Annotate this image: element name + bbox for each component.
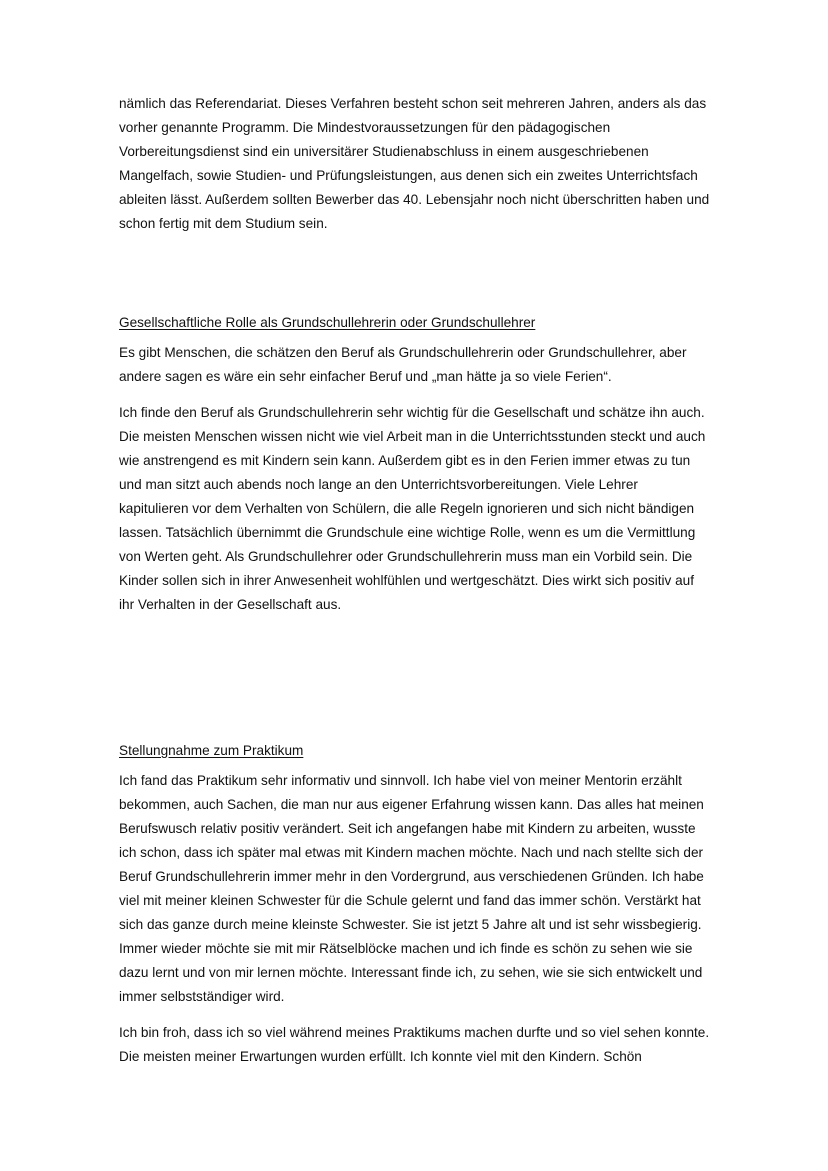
paragraph-spacer — [119, 389, 711, 401]
section-spacer — [119, 617, 711, 739]
section-spacer — [119, 236, 711, 311]
intro-paragraph: nämlich das Referendariat. Dieses Verfahren besteht schon seit mehreren Jahren, anders als das vorher genannte Programm. Die Mindestvoraussetzungen für den pädagogischen Vorbereitungsdienst sind ein universitärer Studienabschluss in einem ausgeschriebenen Mangelfach, sowie Studien- und Prüfungsleistungen, aus denen sich ein zweites Unterrichtsfach ableiten lässt. Außerdem sollten Bewerber das 40. Lebensjahr noch nicht überschritten haben und schon fertig mit dem Studium sein. — [119, 96, 710, 231]
internship-paragraph: Ich fand das Praktikum sehr informativ und sinnvoll. Ich habe viel von meiner Mentorin erzählt bekommen, auch Sachen, die man nur aus eigener Erfahrung wissen kann. Das alles hat meinen Berufswusch relativ positiv verändert. Seit ich angefangen habe mit Kindern zu arbeiten, wusste ich schon, dass ich später mal etwas mit Kindern machen möchte. Nach und nach stellte sich der Beruf Grundschullehrerin immer mehr in den Vordergrund, aus verschiedenen Gründen. Ich habe viel mit meiner kleinen Schwester für die Schule gelernt und fand das immer schön. Verstärkt hat sich das ganze durch meine kleinste Schwester. Sie ist jetzt 5 Jahre alt und ist sehr wissbegierig. Immer wieder möchte sie mit mir Rätselblöcke machen und ich finde es schön zu sehen wie sie dazu lernt und von mir lernen möchte. Interessant finde ich, zu sehen, wie sie sich entwickelt und immer selbstständiger wird. — [119, 773, 704, 1004]
paragraph-spacer — [119, 1009, 711, 1021]
role-paragraph: Es gibt Menschen, die schätzen den Beruf als Grundschullehrerin oder Grundschullehrer, aber andere sagen es wäre ein sehr einfacher Beruf und „man hätte ja so viele Ferien“. — [119, 345, 687, 384]
role-paragraph: Ich finde den Beruf als Grundschullehrerin sehr wichtig für die Gesellschaft und schätze ihn auch. Die meisten Menschen wissen nicht wie viel Arbeit man in die Unterrichtsstunden steckt und auch wie anstrengend es mit Kindern sein kann. Außerdem gibt es in den Ferien immer etwas zu tun und man sitzt auch abends noch lange an den Unterrichtsvorbereitungen. Viele Lehrer kapitulieren vor dem Verhalten von Schülern, die alle Regeln ignorieren und sich nicht bändigen lassen. Tatsächlich übernimmt die Grundschule eine wichtige Rolle, wenn es um die Vermittlung von Werten geht. Als Grundschullehrer oder Grundschullehrerin muss man ein Vorbild sein. Die Kinder sollen sich in ihrer Anwesenheit wohlfühlen und wertgeschätzt. Dies wirkt sich positiv auf ihr Verhalten in der Gesellschaft aus. — [119, 405, 706, 612]
internship-paragraph: Ich bin froh, dass ich so viel während meines Praktikums machen durfte und so viel sehen konnte. Die meisten meiner Erwartungen wurden erfüllt. Ich konnte viel mit den Kindern. Schön — [119, 1025, 710, 1064]
section-heading-internship: Stellungnahme zum Praktikum — [119, 743, 304, 758]
section-heading-role: Gesellschaftliche Rolle als Grundschullehrerin oder Grundschullehrer — [119, 315, 536, 330]
document-body — [119, 92, 711, 1069]
